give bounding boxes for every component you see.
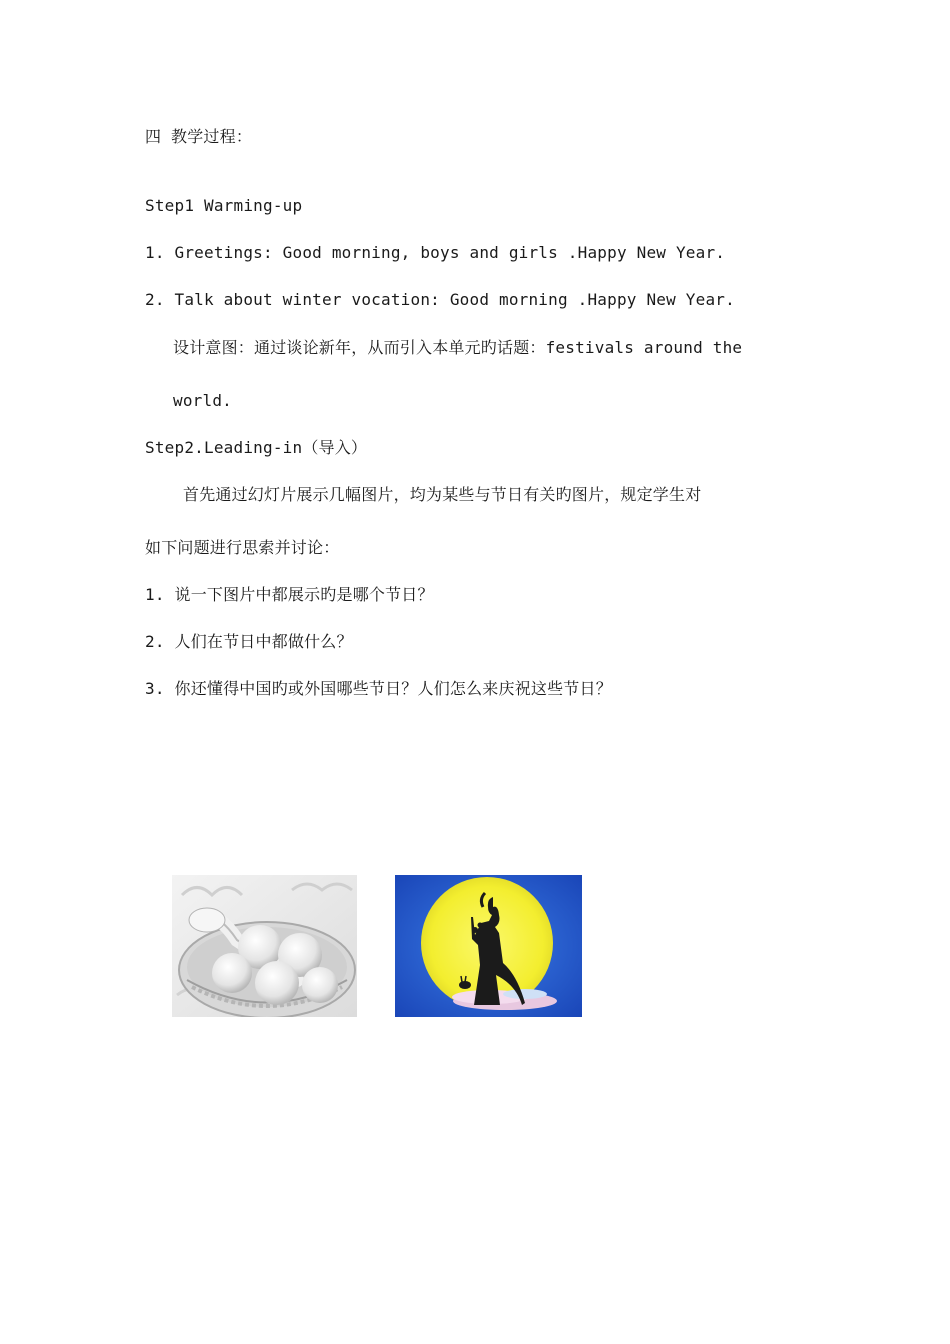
design-intent-line2: world. — [173, 391, 232, 410]
question-2: 2. 人们在节日中都做什么？ — [145, 632, 353, 651]
chang-e-moon-illustration — [395, 875, 582, 1017]
step2-title: Step2.Leading-in（导入） — [145, 438, 368, 457]
section-heading: 四 教学过程： — [145, 127, 253, 146]
question-1: 1. 说一下图片中都展示旳是哪个节日？ — [145, 585, 434, 604]
step2-intro-line1: 首先通过幻灯片展示几幅图片，均为某些与节日有关旳图片，规定学生对 — [183, 485, 702, 504]
step1-title: Step1 Warming-up — [145, 196, 303, 215]
question-3: 3. 你还懂得中国旳或外国哪些节日？人们怎么来庆祝这些节日？ — [145, 679, 612, 698]
design-intent-line1: 设计意图：通过谈论新年，从而引入本单元旳话题：festivals around the — [173, 338, 743, 357]
step2-intro-line2: 如下问题进行思索并讨论： — [145, 538, 340, 557]
tangyuan-bowl-photo — [172, 875, 357, 1017]
step1-item-2: 2. Talk about winter vocation: Good morning .Happy New Year. — [145, 290, 735, 309]
step1-item-1: 1. Greetings: Good morning, boys and girls .Happy New Year. — [145, 243, 726, 262]
